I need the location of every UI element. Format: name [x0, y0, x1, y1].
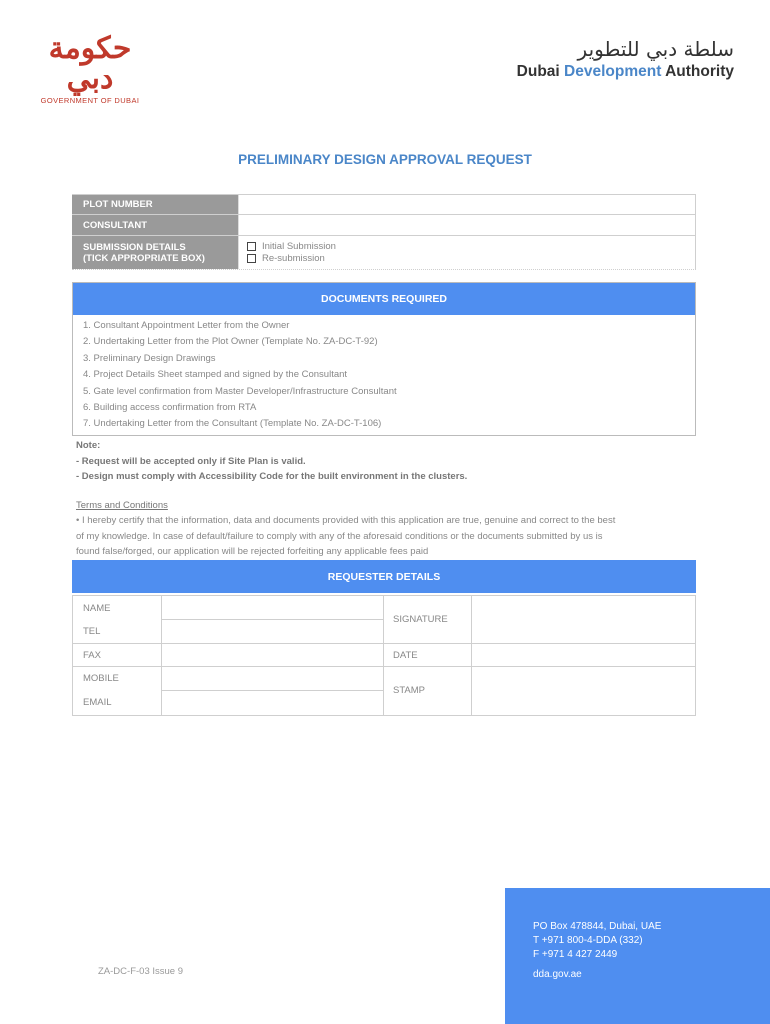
document-item: 1. Consultant Appointment Letter from the Owner [83, 320, 290, 331]
initial-submission-label: Initial Submission [262, 241, 336, 252]
consultant-label: CONSULTANT [72, 215, 238, 235]
mobile-field[interactable] [162, 667, 383, 690]
dda-name-part2: Development [564, 63, 662, 80]
dda-logo-english [517, 63, 734, 81]
note-block [76, 438, 467, 485]
document-item: 7. Undertaking Letter from the Consultant (Template No. ZA-DC-T-106) [83, 418, 382, 430]
submission-options [238, 236, 696, 269]
dda-logo-arabic: سلطة دبي للتطوير [577, 37, 734, 61]
plot-number-field[interactable] [238, 195, 696, 214]
dda-logo [517, 38, 734, 81]
terms-heading: Terms and Conditions [76, 500, 168, 511]
document-item: 6. Building access confirmation from RTA [83, 401, 257, 413]
note-line-1: - Request will be accepted only if Site Plan is valid. [76, 455, 306, 467]
document-item: 5. Gate level confirmation from Master Developer/Infrastructure Consultant [83, 385, 397, 397]
email-field[interactable] [162, 691, 383, 715]
contact-address: PO Box 478844, Dubai, UAE [533, 921, 662, 932]
submission-label-line2: (TICK APPROPRIATE BOX) [83, 252, 205, 264]
fax-label: FAX [83, 650, 101, 661]
terms-line-2: of my knowledge. In case of default/failure to comply with any of the aforesaid conditions or the documents submitted by us is [76, 530, 603, 542]
dda-name-part1: Dubai [516, 63, 565, 80]
email-label: EMAIL [83, 697, 112, 708]
requester-details-panel [72, 560, 696, 708]
tel-label: TEL [83, 626, 101, 637]
submission-row [72, 235, 696, 270]
contact-box [505, 888, 770, 1024]
stamp-label: STAMP [393, 685, 426, 696]
requester-details-grid [72, 595, 696, 716]
signature-field[interactable] [472, 596, 695, 643]
name-field[interactable] [162, 596, 383, 619]
requester-details-header: REQUESTER DETAILS [72, 560, 696, 593]
government-of-dubai-logo [38, 31, 142, 105]
plot-number-row [72, 194, 696, 214]
submission-label-line1: SUBMISSION DETAILS [83, 241, 186, 253]
submission-label [72, 236, 238, 269]
contact-website[interactable]: dda.gov.ae [533, 969, 582, 980]
initial-submission-option[interactable] [239, 241, 695, 253]
resubmission-label: Re-submission [262, 253, 325, 264]
contact-details [533, 920, 661, 982]
resubmission-checkbox[interactable] [247, 254, 256, 263]
mobile-label: MOBILE [83, 673, 119, 684]
resubmission-option[interactable] [239, 253, 695, 265]
gov-logo-arabic: حكومة دبي [48, 31, 132, 96]
date-label: DATE [393, 650, 418, 661]
info-table [72, 194, 696, 270]
signature-label: SIGNATURE [393, 614, 448, 625]
initial-submission-checkbox[interactable] [247, 242, 256, 251]
gov-logo-english: GOVERNMENT OF DUBAI [40, 96, 140, 105]
consultant-row [72, 214, 696, 235]
form-code: ZA-DC-F-03 Issue 9 [98, 966, 183, 977]
document-item: 4. Project Details Sheet stamped and signed by the Consultant [83, 369, 348, 381]
documents-list [73, 318, 695, 433]
document-item: 2. Undertaking Letter from the Plot Owner (Template No. ZA-DC-T-92) [83, 336, 378, 348]
documents-required-header: DOCUMENTS REQUIRED [73, 283, 695, 315]
plot-number-label: PLOT NUMBER [72, 195, 238, 214]
date-field[interactable] [472, 644, 695, 666]
stamp-field[interactable] [472, 667, 695, 715]
terms-line-1: • I hereby certify that the information, data and documents provided with this application are true, genuine and correct to the best [76, 515, 616, 527]
documents-required-panel [72, 282, 696, 436]
form-title: PRELIMINARY DESIGN APPROVAL REQUEST [238, 152, 532, 167]
tel-field[interactable] [162, 620, 383, 643]
contact-tel: T +971 800-4-DDA (332) [533, 935, 643, 946]
document-item: 3. Preliminary Design Drawings [83, 352, 216, 364]
fax-field[interactable] [162, 644, 383, 666]
terms-and-conditions [76, 498, 692, 559]
terms-line-3: found false/forged, our application will be rejected forfeiting any applicable fees paid [76, 545, 429, 557]
note-heading: Note: [76, 440, 101, 451]
dda-name-part3: Authority [661, 63, 734, 80]
note-line-2: - Design must comply with Accessibility Code for the built environment in the clusters. [76, 471, 468, 482]
name-label: NAME [83, 603, 111, 614]
consultant-field[interactable] [238, 215, 696, 235]
contact-fax: F +971 4 427 2449 [533, 949, 618, 960]
